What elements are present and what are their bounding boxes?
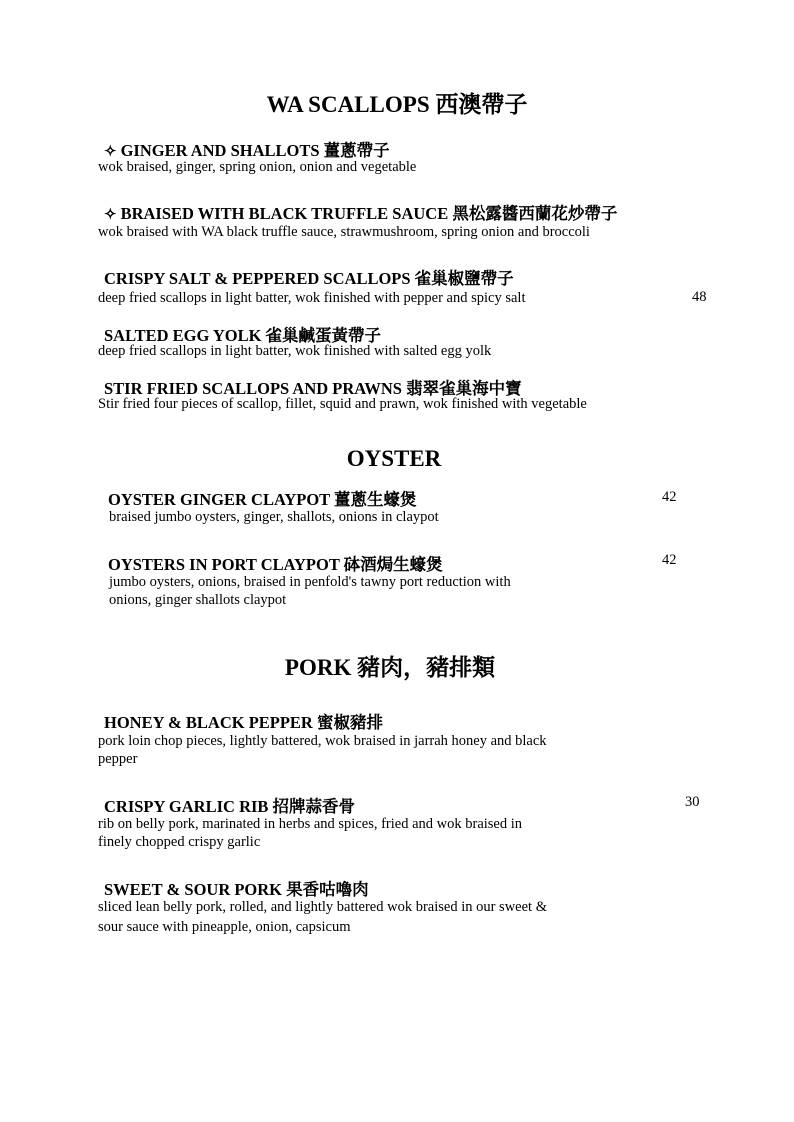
sparkle-icon: ✧: [104, 207, 117, 223]
menu-item-sweet-sour-pork: SWEET & SOUR PORK 果香咕嚕肉: [104, 880, 369, 899]
item-description: pepper: [98, 751, 138, 767]
menu-item-crispy-garlic-rib: CRISPY GARLIC RIB 招牌蒜香骨: [104, 797, 356, 816]
menu-item-honey-black-pepper: HONEY & BLACK PEPPER 蜜椒豬排: [104, 713, 383, 732]
price-pork: 30: [685, 794, 700, 810]
item-description: jumbo oysters, onions, braised in penfold's tawny port reduction with: [109, 574, 511, 590]
item-name: BRAISED WITH BLACK TRUFFLE SAUCE 黑松露醬西蘭花炒帶子: [120, 204, 618, 223]
menu-item-oyster-ginger-claypot: OYSTER GINGER CLAYPOT 薑蔥生蠔煲: [108, 490, 417, 509]
item-description: sour sauce with pineapple, onion, capsicum: [98, 919, 351, 935]
sparkle-icon: ✧: [104, 144, 117, 160]
item-description: wok braised with WA black truffle sauce, strawmushroom, spring onion and broccoli: [98, 224, 590, 240]
item-description: sliced lean belly pork, rolled, and lightly battered wok braised in our sweet &: [98, 899, 547, 915]
item-description: deep fried scallops in light batter, wok finished with salted egg yolk: [98, 343, 492, 359]
menu-item-black-truffle: [104, 200, 617, 224]
price-oyster-ginger: 42: [662, 489, 677, 505]
item-description: braised jumbo oysters, ginger, shallots, onions in claypot: [109, 509, 439, 525]
menu-item-oysters-port-claypot: OYSTERS IN PORT CLAYPOT 砵酒焗生蠔煲: [108, 555, 443, 574]
item-description: Stir fried four pieces of scallop, fillet, squid and prawn, wok finished with vegetable: [98, 396, 587, 412]
menu-item-salt-pepper-scallops: CRISPY SALT & PEPPERED SCALLOPS 雀巢椒鹽帶子: [104, 269, 514, 288]
menu-item-scallops-prawns: STIR FRIED SCALLOPS AND PRAWNS 翡翠雀巢海中寶: [104, 379, 522, 398]
item-description: deep fried scallops in light batter, wok finished with pepper and spicy salt: [98, 290, 526, 306]
price-scallops: 48: [692, 289, 707, 305]
item-description: rib on belly pork, marinated in herbs and spices, fried and wok braised in: [98, 816, 523, 832]
section-title-scallops: WA SCALLOPS 西澳帶子: [266, 92, 528, 117]
item-description: pork loin chop pieces, lightly battered, wok braised in jarrah honey and black: [98, 733, 547, 749]
section-title-pork: PORK 豬肉，豬排類: [284, 655, 496, 680]
item-name: GINGER AND SHALLOTS 薑蔥帶子: [120, 141, 390, 160]
menu-item-salted-egg-yolk: SALTED EGG YOLK 雀巢鹹蛋黃帶子: [104, 326, 382, 345]
item-description: onions, ginger shallots claypot: [109, 592, 287, 608]
item-description: finely chopped crispy garlic: [98, 834, 261, 850]
item-description: wok braised, ginger, spring onion, onion and vegetable: [98, 159, 417, 175]
price-oysters-port: 42: [662, 552, 677, 568]
section-title-oyster: OYSTER: [346, 446, 442, 471]
